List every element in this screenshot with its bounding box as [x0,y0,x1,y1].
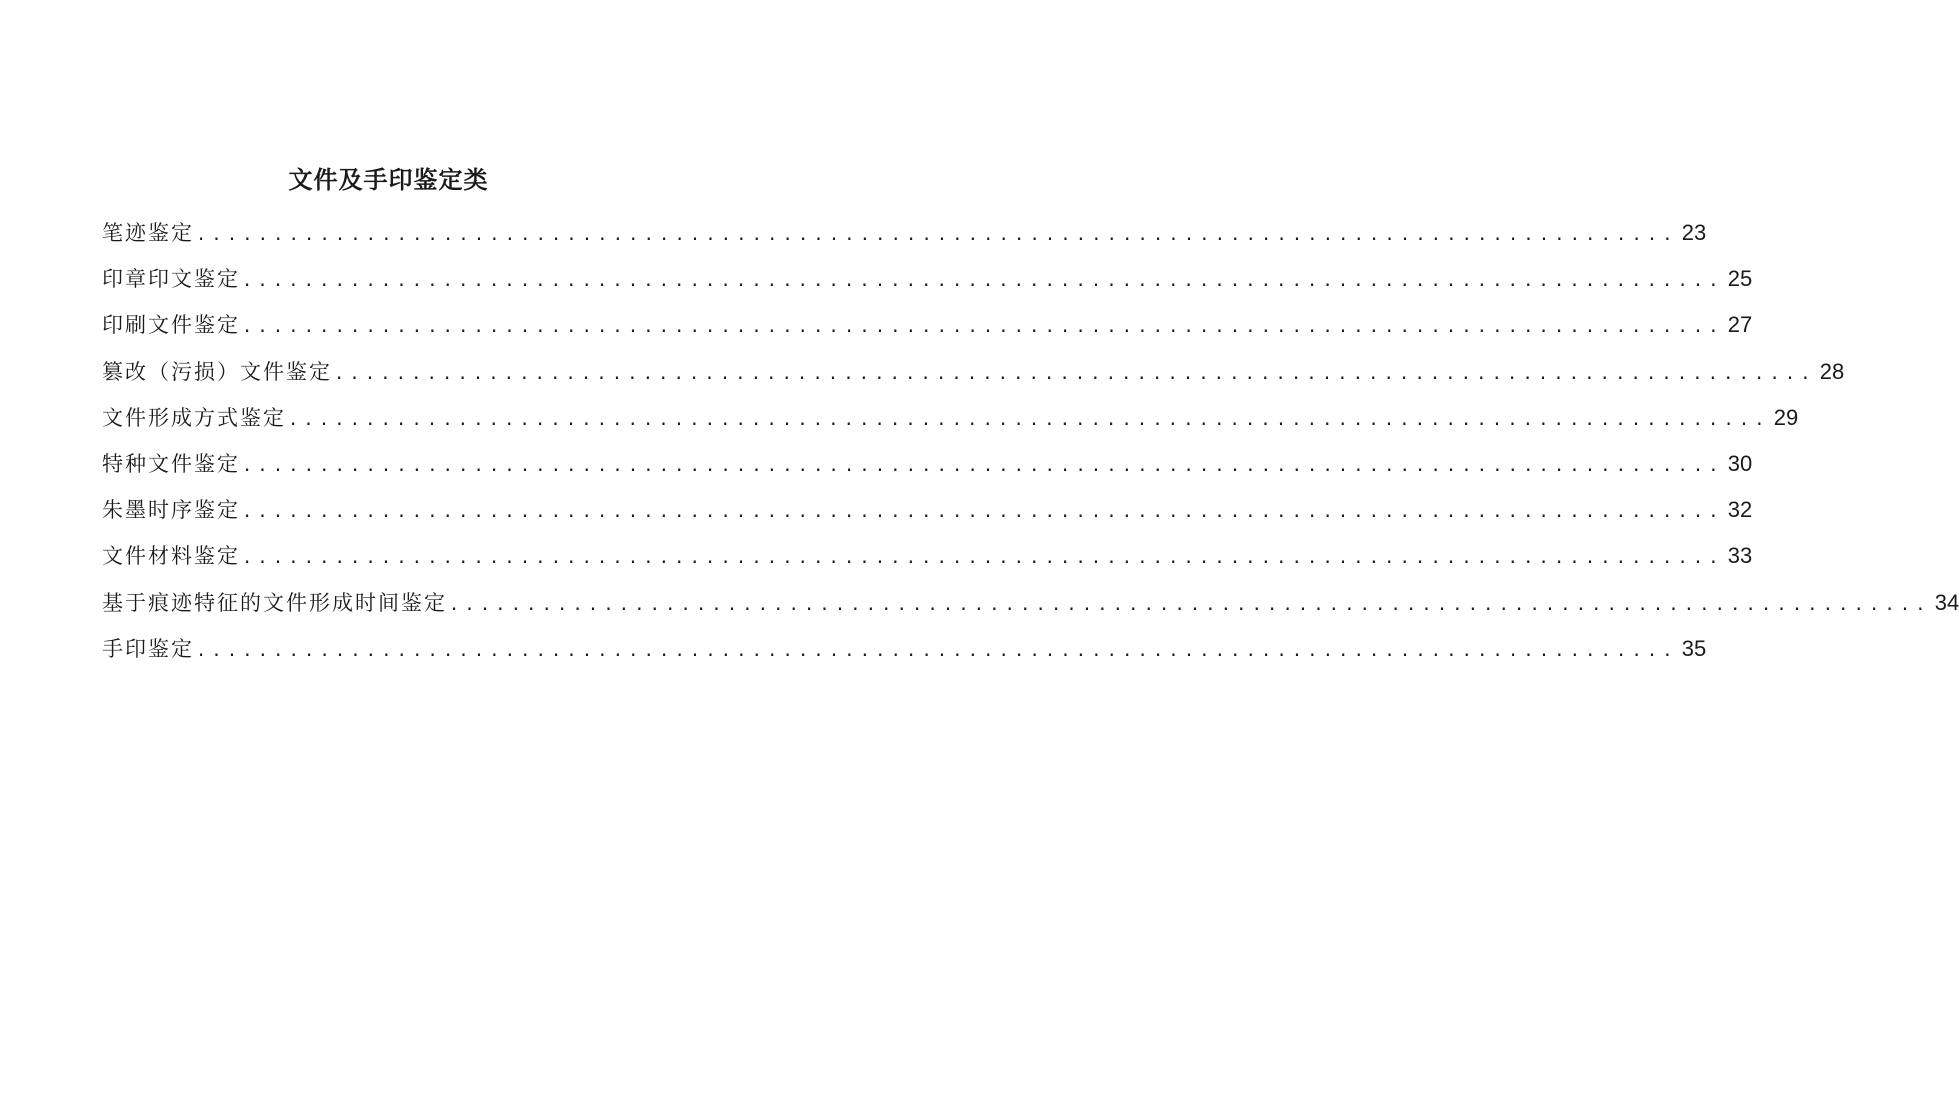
toc-entry-label: 手印鉴定 [102,636,194,661]
dot-leader: ................................................................................................ [288,409,1770,430]
toc-entry-label: 篡改（污损）文件鉴定 [102,359,332,384]
toc-entry [102,626,1707,672]
toc-entry [102,395,1799,441]
toc-entry-label: 文件材料鉴定 [102,544,240,569]
toc-page-number: 32 [1727,497,1753,523]
toc-entry [102,256,1753,302]
toc-entry-label: 印刷文件鉴定 [102,313,240,338]
table-of-contents [102,210,1959,672]
toc-entry [102,441,1753,487]
toc-page-number: 30 [1727,450,1753,476]
toc-entry [102,349,1845,395]
toc-page-number: 35 [1681,635,1707,661]
toc-entry [102,533,1753,579]
toc-entry [102,487,1753,533]
toc-page-number: 29 [1773,404,1799,430]
dot-leader: ................................................................................................ [334,363,1816,384]
toc-entry [102,210,1707,256]
dot-leader: ................................................................................................ [242,271,1724,292]
toc-page-number: 27 [1727,312,1753,338]
dot-leader: ................................................................................................ [242,455,1724,476]
dot-leader: ................................................................................................ [242,317,1724,338]
toc-page-number: 23 [1681,220,1707,245]
dot-leader: ................................................................................................ [242,548,1724,569]
section-heading: 文件及手印鉴定类 [288,165,489,194]
toc-entry-label: 特种文件鉴定 [102,451,240,476]
toc-entry-label: 文件形成方式鉴定 [102,405,286,430]
toc-page-number: 28 [1819,358,1845,384]
dot-leader: ................................................................................................ [196,225,1678,245]
toc-entry [102,580,1959,626]
toc-entry [102,302,1753,348]
toc-page-number: 33 [1727,543,1753,569]
toc-entry-label: 朱墨时序鉴定 [102,498,240,523]
toc-page-number: 25 [1727,266,1753,292]
dot-leader: ................................................................................................ [242,502,1724,523]
toc-entry-label: 笔迹鉴定 [102,221,194,245]
dot-leader: ................................................................................................ [449,594,1931,615]
toc-page-number: 34 [1934,589,1959,615]
dot-leader: ................................................................................................ [196,640,1678,661]
toc-entry-label: 基于痕迹特征的文件形成时间鉴定 [102,590,447,615]
toc-entry-label: 印章印文鉴定 [102,267,240,292]
